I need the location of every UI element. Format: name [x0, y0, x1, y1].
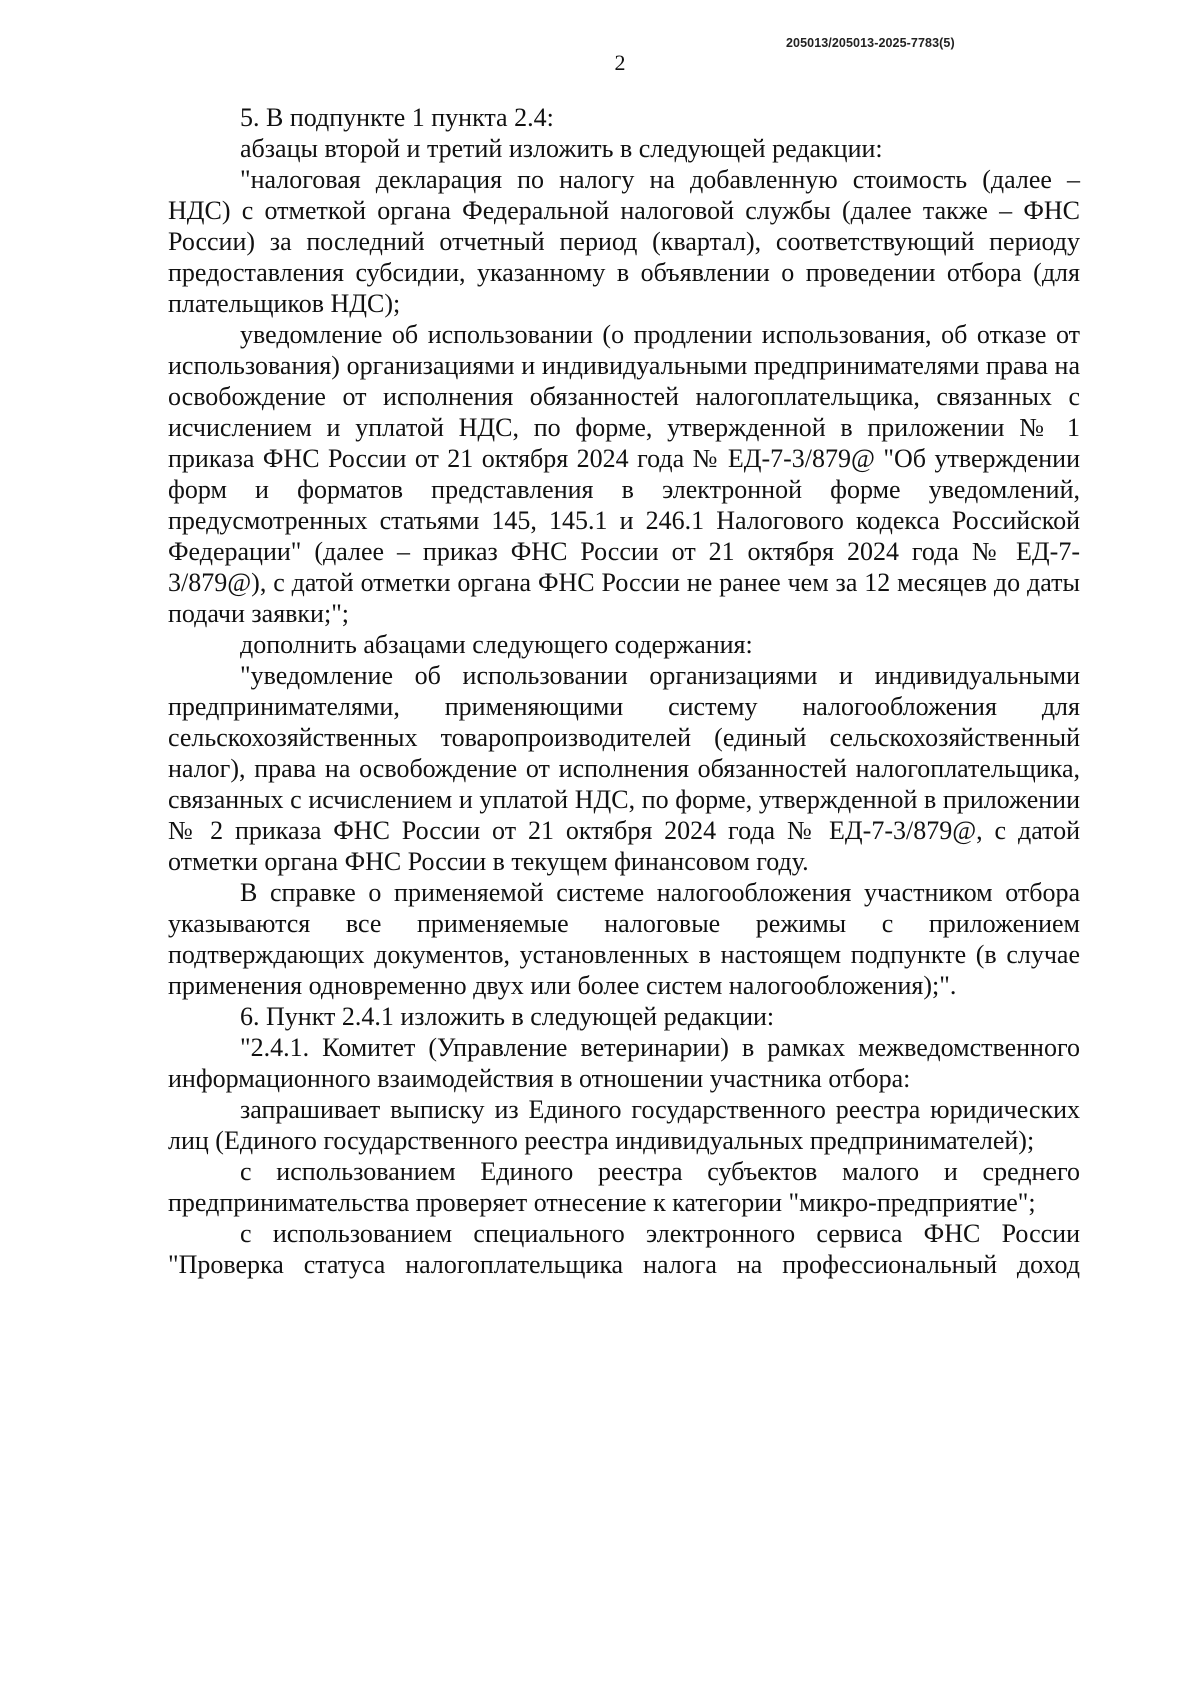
paragraph-fns-service-check: с использованием специального электронного сервиса ФНС России "Проверка статуса налогоплательщика налога на профессиональный доход: [168, 1219, 1080, 1279]
page-number: 2: [614, 50, 626, 75]
paragraph-agricultural-tax-notice: "уведомление об использовании организациями и индивидуальными предпринимателями, применяющими систему налогообложения для сельскохозяйственных товаропроизводителей (единый сельскохозяйственный налог), права на освобождение от исполнения обязанностей налогоплательщика, связанных с исчислением и уплатой НДС, по форме, утвержденной в приложении № 2 приказа ФНС России от 21 октября 2024 года № ЕД-7-3/879@, с датой отметки органа ФНС России в текущем финансовом году.: [168, 661, 1080, 876]
paragraph-tax-system-certificate: В справке о применяемой системе налогообложения участником отбора указываются все применяемые налоговые режимы с приложением подтверждающих документов, установленных в настоящем подпункте (в случае применения одновременно двух или более систем налогообложения);".: [168, 878, 1080, 1000]
document-body: [168, 102, 1080, 1280]
paragraph-registry-extract: запрашивает выписку из Единого государственного реестра юридических лиц (Единого государственного реестра индивидуальных предпринимателей);: [168, 1095, 1080, 1155]
paragraph-supplement-instruction: дополнить абзацами следующего содержания:: [240, 630, 753, 659]
document-registration-number: 205013/205013-2025-7783(5): [786, 36, 955, 50]
paragraph-item-6-heading: 6. Пункт 2.4.1 изложить в следующей редакции:: [240, 1002, 775, 1031]
paragraph-amend-instruction: абзацы второй и третий изложить в следующей редакции:: [240, 134, 883, 163]
paragraph-sme-registry-check: с использованием Единого реестра субъектов малого и среднего предпринимательства проверяет отнесение к категории "микро-предприятие";: [168, 1157, 1080, 1217]
paragraph-vat-declaration: "налоговая декларация по налогу на добавленную стоимость (далее – НДС) с отметкой органа Федеральной налоговой службы (далее также – ФНС России) за последний отчетный период (квартал), соответствующий периоду предоставления субсидии, указанному в объявлении о проведении отбора (для плательщиков НДС);: [168, 165, 1080, 318]
paragraph-2-4-1-committee: "2.4.1. Комитет (Управление ветеринарии) в рамках межведомственного информационного взаимодействия в отношении участника отбора:: [168, 1033, 1080, 1093]
paragraph-item-5-heading: 5. В подпункте 1 пункта 2.4:: [240, 103, 554, 132]
paragraph-vat-exemption-notice: уведомление об использовании (о продлении использования, об отказе от использования) организациями и индивидуальными предпринимателями права на освобождение от исполнения обязанностей налогоплательщика, связанных с исчислением и уплатой НДС, по форме, утвержденной в приложении № 1 приказа ФНС России от 21 октября 2024 года № ЕД-7-3/879@ "Об утверждении форм и форматов представления в электронной форме уведомлений, предусмотренных статьями 145, 145.1 и 246.1 Налогового кодекса Российской Федерации" (далее – приказ ФНС России от 21 октября 2024 года № ЕД-7-3/879@), с датой отметки органа ФНС России не ранее чем за 12 месяцев до даты подачи заявки;";: [168, 320, 1080, 628]
